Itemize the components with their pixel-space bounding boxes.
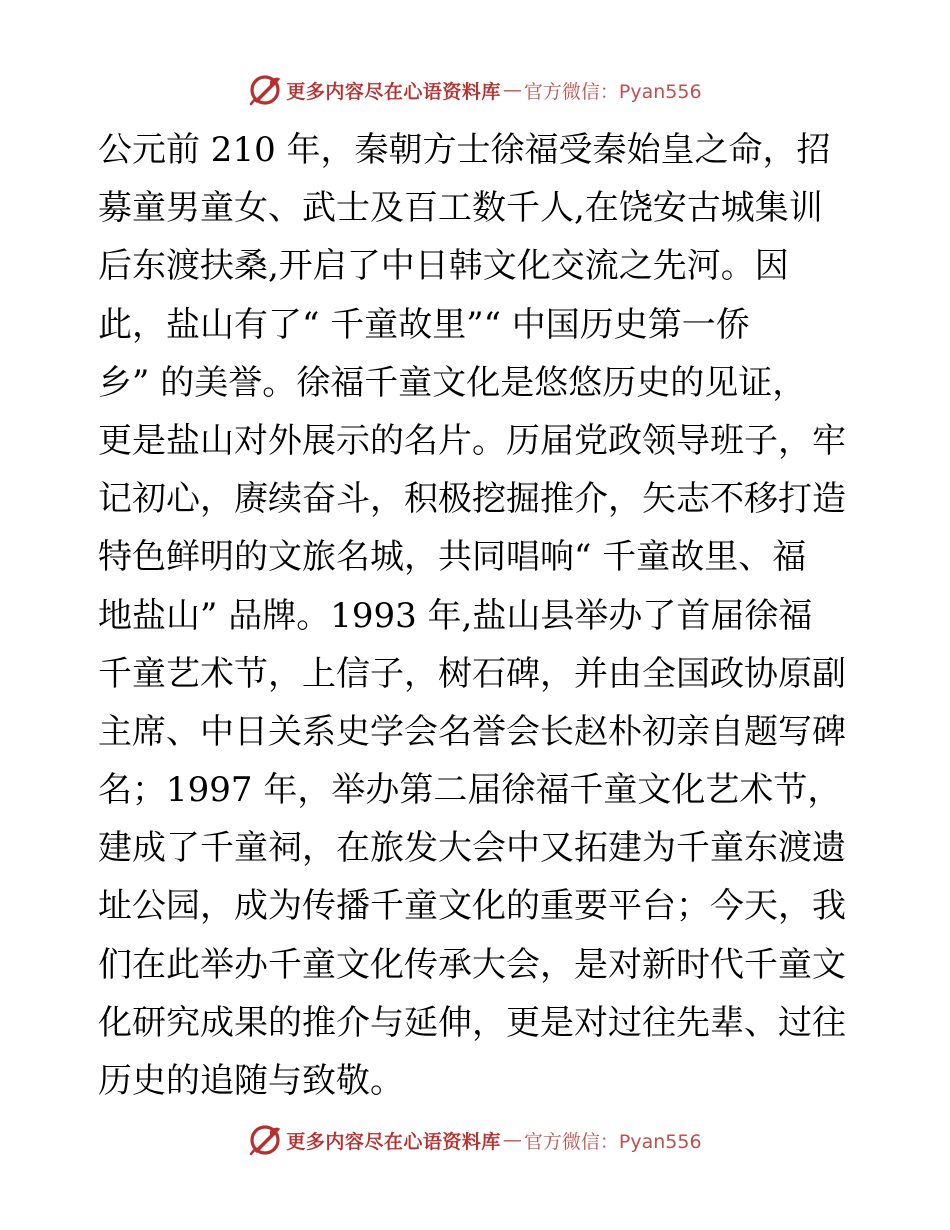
text-line: 公元前 210 年，秦朝方士徐福受秦始皇之命，招 (98, 130, 831, 170)
text-line: 乡” 的美誉。徐福千童文化是悠悠历史的见证， (98, 362, 807, 403)
header-slogan: 更多内容尽在心语资料库 (286, 80, 501, 103)
footer-banner (0, 1120, 950, 1160)
footer-contact: 官方微信：Pyan556 (523, 1130, 702, 1153)
text-line: 们在此举办千童文化传承大会，是对新时代千童文 (98, 944, 846, 985)
footer-slogan: 更多内容尽在心语资料库 (286, 1130, 501, 1153)
text-line: 历史的追随与致敬。 (98, 1061, 404, 1101)
header-contact: 官方微信：Pyan556 (523, 80, 702, 103)
footer-separator: — (502, 1129, 522, 1151)
text-line: 募童男童女、武士及百工数千人,在饶安古城集训 (98, 188, 823, 229)
quill-pen-logo-icon (248, 1123, 282, 1157)
text-line: 址公园，成为传播千童文化的重要平台；今天，我 (98, 886, 846, 927)
text-line: 特色鲜明的文旅名城，共同唱响“ 千童故里、福 (98, 537, 807, 578)
text-line: 更是盐山对外展示的名片。历届党政领导班子，牢 (98, 420, 846, 461)
text-line: 此，盐山有了“ 千童故里”“ 中国历史第一侨 (98, 304, 750, 345)
header-separator: — (502, 79, 522, 101)
text-line: 千童艺术节，上信子，树石碑，并由全国政协原副 (98, 653, 846, 694)
text-line: 化研究成果的推介与延伸，更是对过往先辈、过往 (98, 1002, 846, 1043)
text-line: 建成了千童祠，在旅发大会中又拓建为千童东渡遗 (98, 828, 846, 869)
text-line: 地盐山” 品牌。1993 年,盐山县举办了首届徐福 (98, 595, 813, 636)
text-line: 记初心，赓续奋斗，积极挖掘推介，矢志不移打造 (98, 479, 846, 520)
text-line: 名；1997 年，举办第二届徐福千童文化艺术节， (98, 770, 842, 811)
text-line: 主席、中日关系史学会名誉会长赵朴初亲自题写碑 (98, 711, 846, 752)
body-text (98, 121, 858, 1110)
quill-pen-logo-icon (248, 73, 282, 107)
text-line: 后东渡扶桑,开启了中日韩文化交流之先河。因 (98, 246, 789, 287)
header-banner (0, 70, 950, 110)
